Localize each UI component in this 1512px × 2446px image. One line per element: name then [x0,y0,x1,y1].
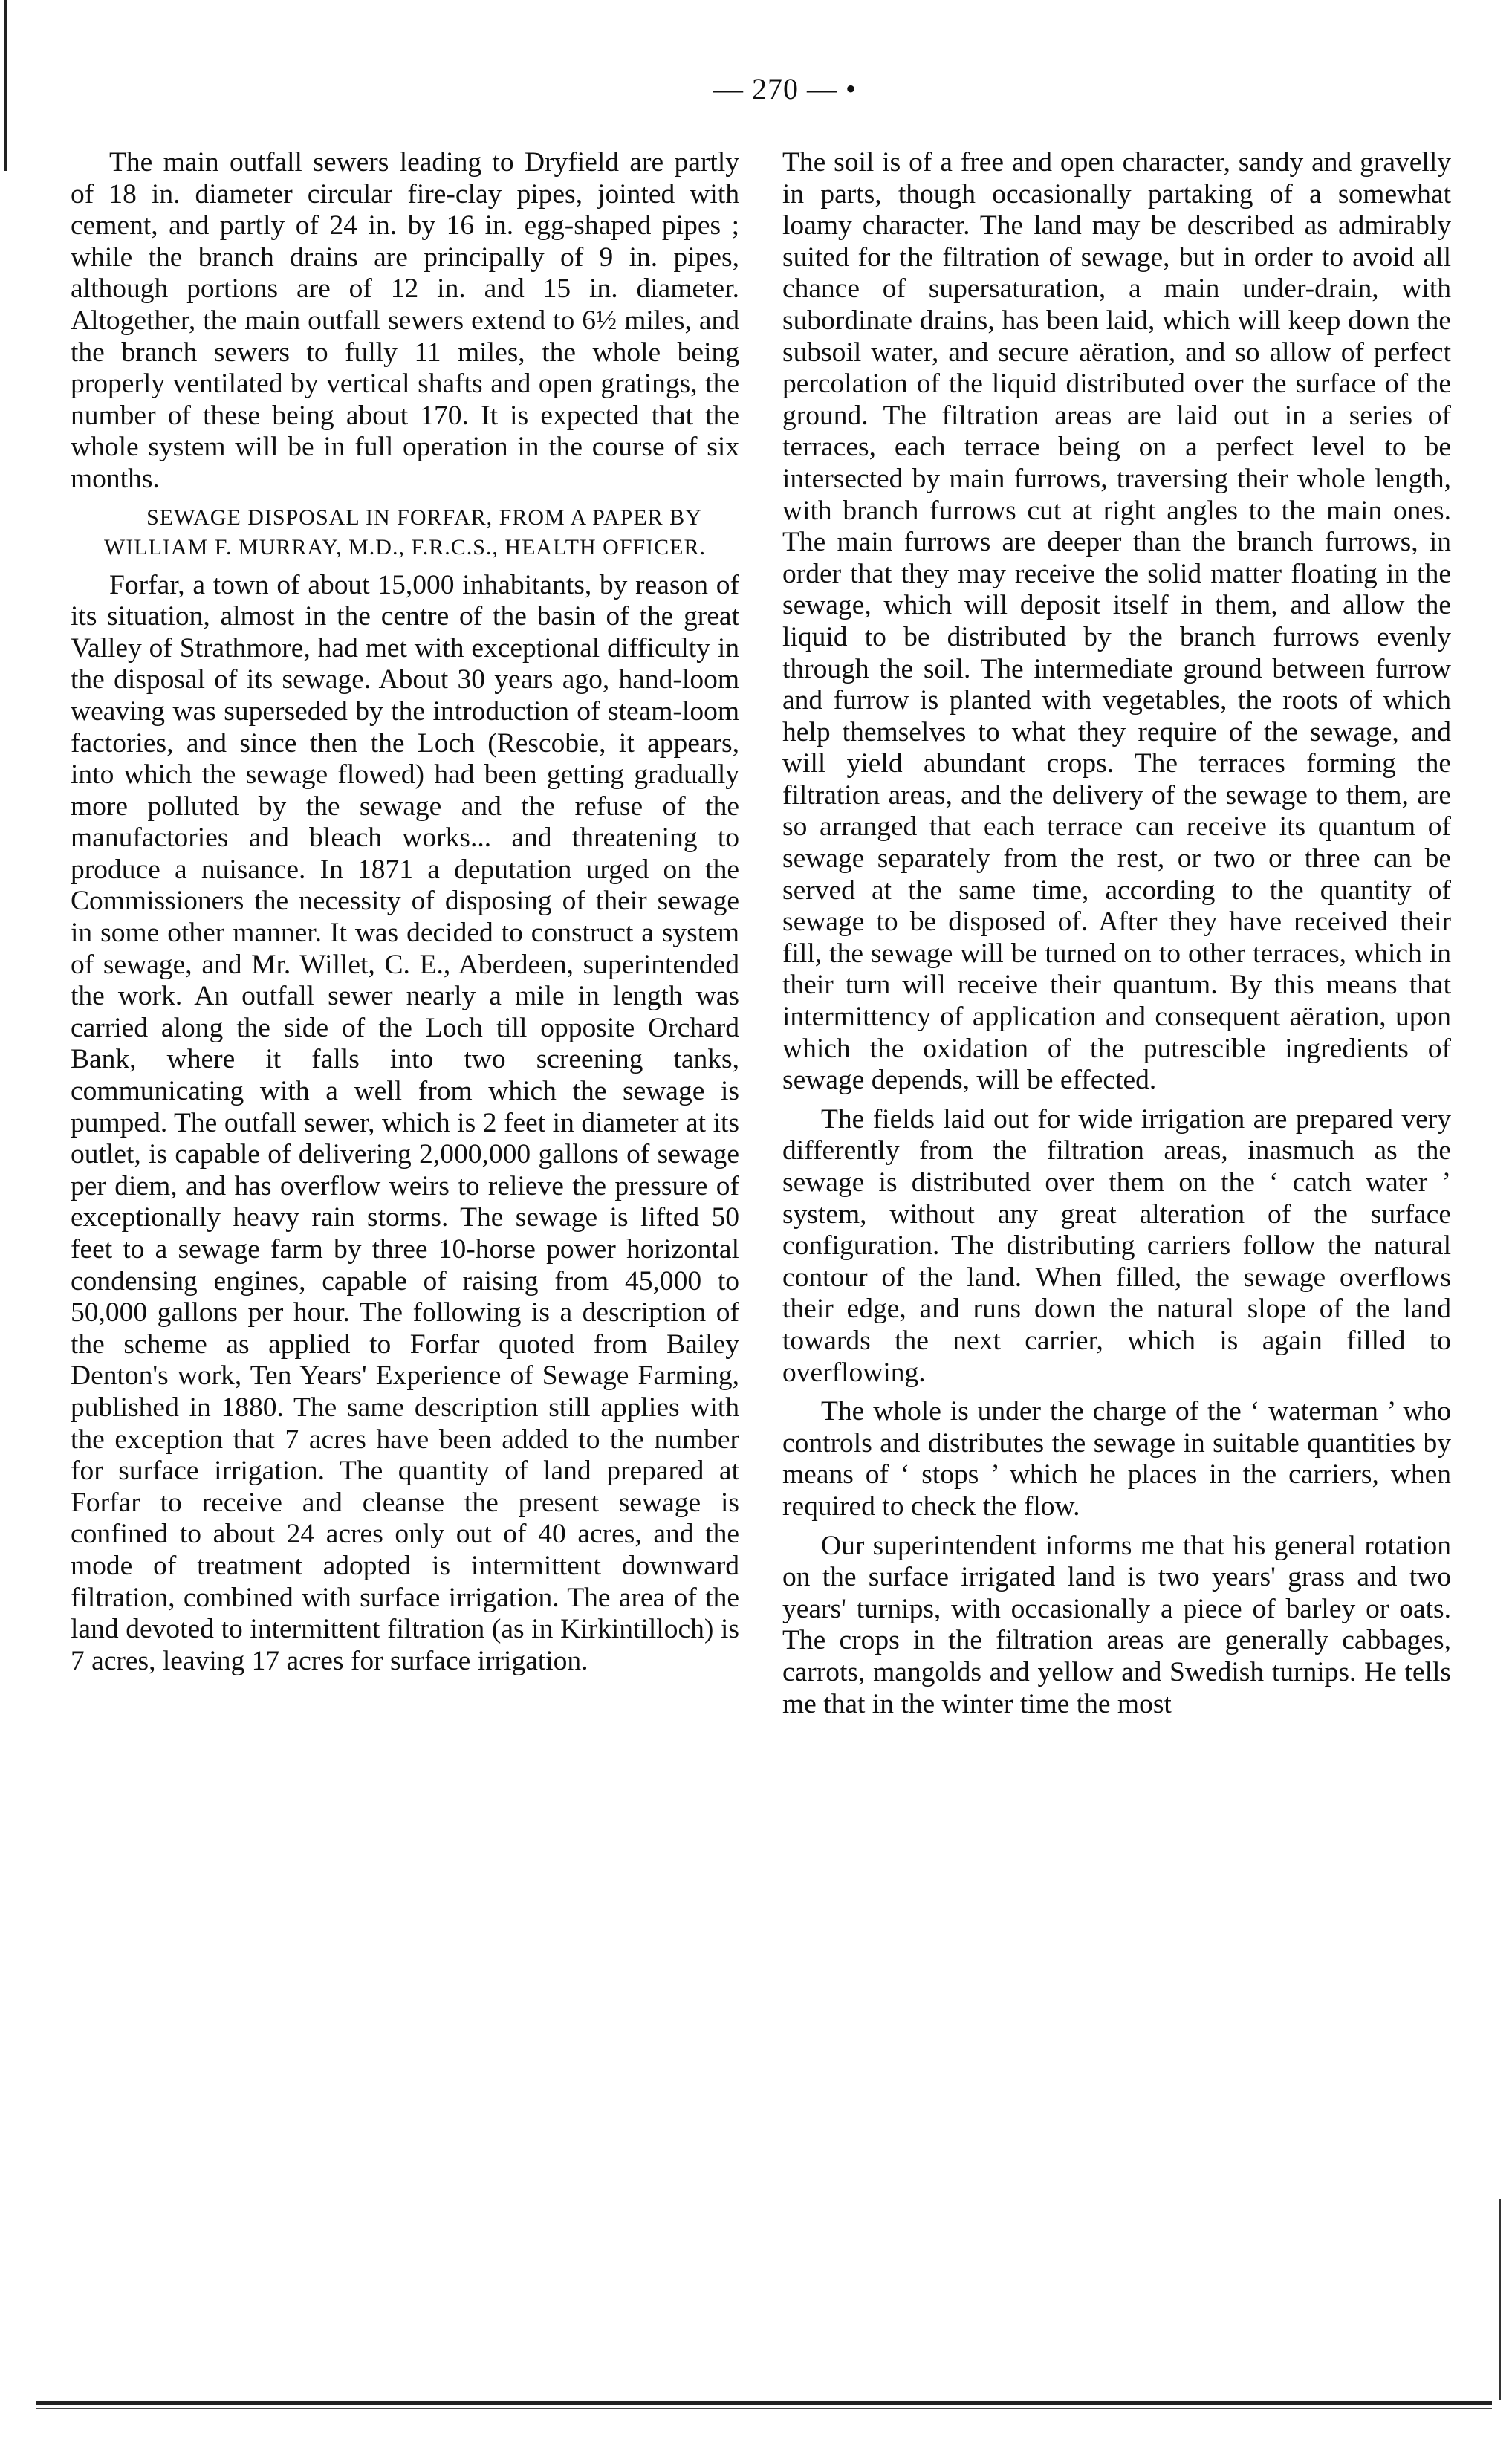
paragraph: Forfar, a town of about 15,000 inhabitants, by reason of its situation, almost in the centre of the basin of the great Valley of Strathmore, had met with exceptional difficulty in the disposal of its sewage. About 30 years ago, hand-loom weaving was superseded by the introduction of steam-loom factories, and since then the Loch (Rescobie, it appears, into which the sewage flowed) had been getting gradually more polluted by the sewage and the refuse of the manufactories and bleach works... and threatening to produce a nuisance. In 1871 a deputation urged on the Commissioners the necessity of disposing of their sewage in some other manner. It was decided to construct a system of sewage, and Mr. Willet, C. E., Aberdeen, superintended the work. An outfall sewer nearly a mile in length was carried along the side of the Loch till opposite Orchard Bank, where it falls into two screening tanks, communicating with a well from which the sewage is pumped. The outfall sewer, which is 2 feet in diameter at its outlet, is capable of delivering 2,000,000 gallons of sewage per diem, and has overflow weirs to relieve the pressure of exceptionally heavy rain storms. The sewage is lifted 50 feet to a sewage farm by three 10-horse power horizontal condensing engines, capable of raising from 45,000 to 50,000 gallons per hour. The following is a description of the scheme as applied to Forfar quoted from Bailey Denton's work, Ten Years' Experience of Sewage Farming, published in 1880. The same description still applies with the exception that 7 acres have been added to the number for surface irrigation. The quantity of land prepared at Forfar to receive and cleanse the present sewage is confined to about 24 acres only out of 40 acres, and the mode of treatment adopted is intermittent downward filtration, combined with surface irrigation. The area of the land devoted to intermittent filtration (as in Kirkintilloch) is 7 acres, leaving 17 acres for surface irrigation. [71,569,739,1676]
bottom-rule-thin [36,2408,1492,2409]
paragraph: Our superintendent informs me that his general rotation on the surface irrigated land is two years' grass and two years' turnips, with occasionally a piece of barley or oats. The crops in the filtration areas are generally cabbages, carrots, mangolds and yellow and Swedish turnips. He tells me that in the winter time the most [782,1530,1451,1719]
bottom-rule [36,2401,1492,2405]
paragraph: The fields laid out for wide irrigation are prepared very differently from the filtration areas, inasmuch as the sewage is distributed over them on the ‘ catch water ’ system, without any great alteration of the surface configuration. The distributing carriers follow the natural contour of the land. When filled, the sewage overflows their edge, and runs down the natural slope of the land towards the next carrier, which is again filled to overflowing. [782,1103,1451,1388]
section-heading: SEWAGE DISPOSAL IN FORFAR, FROM A PAPER BY WILLIAM F. MURRAY, M.D., F.R.C.S., HEALTH OFFICER. [103,505,707,559]
right-margin-rule [1499,2199,1501,2400]
paragraph: The main outfall sewers leading to Dryfield are partly of 18 in. diameter circular fire-clay pipes, jointed with cement, and partly of 24 in. by 16 in. egg-shaped pipes ; while the branch drains are principally of 9 in. pipes, although portions are of 12 in. and 15 in. diameter. Altogether, the main outfall sewers extend to 6½ miles, and the branch sewers to fully 11 miles, the whole being properly ventilated by vertical shafts and open gratings, the number of these being about 170. It is expected that the whole system will be in full operation in the course of six months. [71,147,739,494]
left-column [71,147,739,1684]
right-column [782,147,1451,1728]
paragraph: The whole is under the charge of the ‘ waterman ’ who controls and distributes the sewage in suitable quantities by means of ‘ stops ’ which he places in the carriers, when required to check the flow. [782,1396,1451,1522]
left-margin-rule [4,0,7,171]
page-number: — 270 — • [713,72,857,106]
paragraph: The soil is of a free and open character, sandy and gravelly in parts, though occasionally partaking of a somewhat loamy character. The land may be described as admirably suited for the filtration of sewage, but in order to avoid all chance of supersaturation, a main under-drain, with subordinate drains, has been laid, which will keep down the subsoil water, and secure aëration, and so allow of perfect percolation of the liquid distributed over the surface of the ground. The filtration areas are laid out in a series of terraces, each terrace being on a perfect level to be intersected by main furrows, traversing their whole length, with branch furrows cut at right angles to the main ones. The main furrows are deeper than the branch furrows, in order that they may receive the solid matter floating in the sewage, which will deposit itself in them, and allow the liquid to be distributed by the branch furrows evenly through the soil. The intermediate ground between furrow and furrow is planted with vegetables, the roots of which help themselves to what they require of the sewage, and will yield abundant crops. The terraces forming the filtration areas, and the delivery of the sewage to them, are so arranged that each terrace can receive its quantum of sewage separately from the rest, or two or three can be served at the same time, according to the quantity of sewage to be disposed of. After they have received their fill, the sewage will be turned on to other terraces, which in their turn will receive their quantum. By this means that intermittency of application and consequent aëration, upon which the oxidation of the putrescible ingredients of sewage depends, will be effected. [782,147,1451,1096]
